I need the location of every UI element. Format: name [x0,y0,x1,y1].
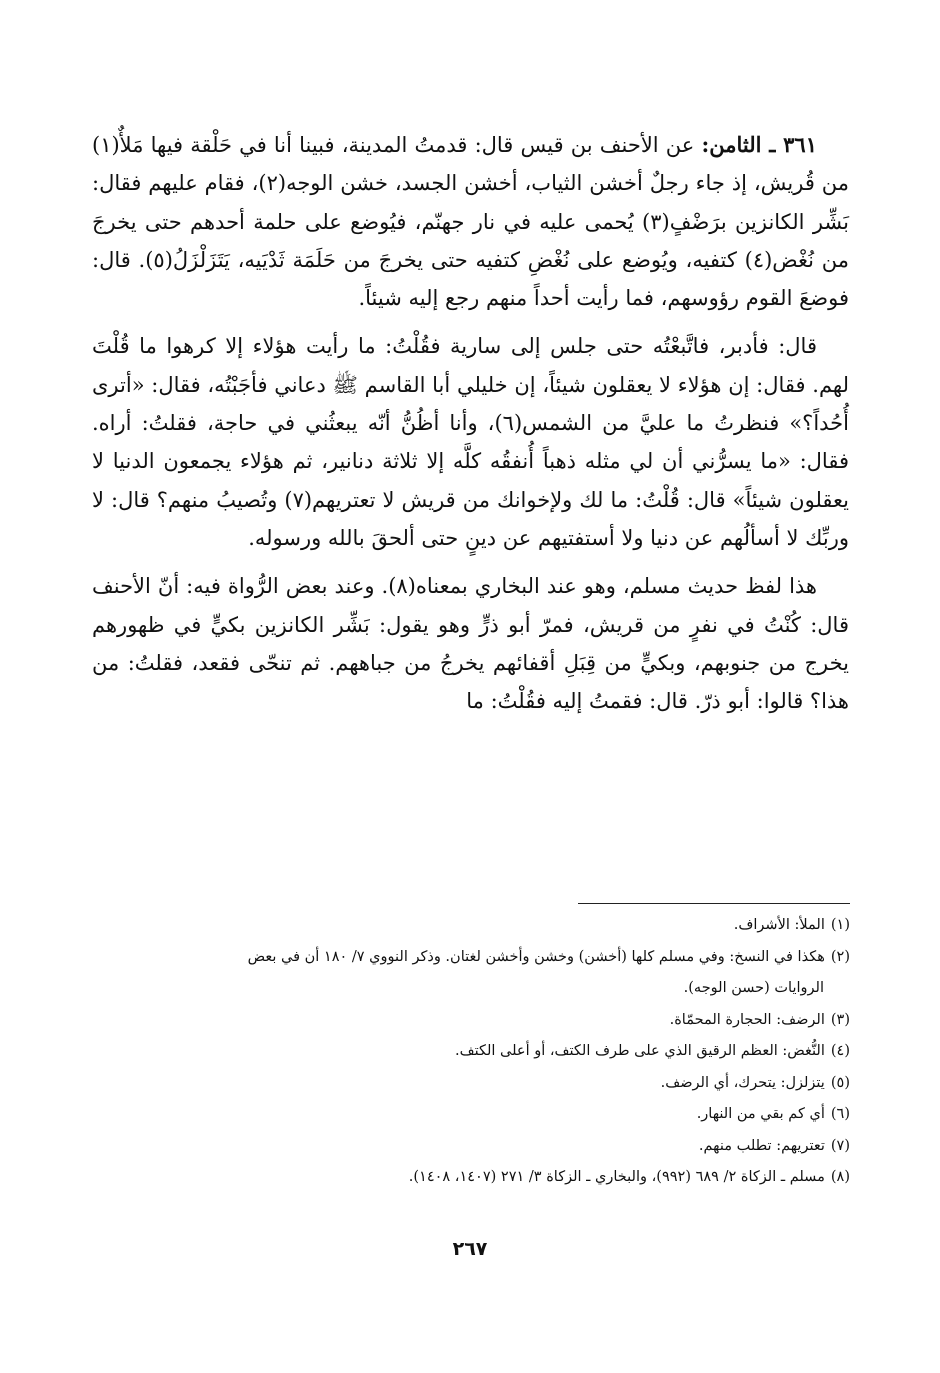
footnote-separator [578,903,850,904]
footnote-number: (٣) [830,1011,850,1028]
footnote-5 [92,1068,850,1100]
footnote-text: أي كم بقي من النهار. [696,1106,825,1122]
footnote-text: الملأ: الأشراف. [733,917,825,933]
footnote-3 [92,1005,850,1037]
main-text [92,126,849,730]
footnote-7 [92,1131,850,1163]
paragraph-text: قال: فأدبر، فاتَّبعْتُه حتى جلس إلى سارية فقُلْتُ: ما رأيت هؤلاء إلا كرهوا ما قُلْتَ لهم. فقال: إن هؤلاء لا يعقلون شيئاً، إن خليلي أبا القاسم ﷺ دعاني فأجَبْتُه، فقال: «أترى أُحُداً؟» فنظرتُ ما عليَّ من الشمس(٦)، وأنا أظُنُّ أنّه يبعثُني في حاجة، فقلتُ: أراه. فقال: «ما يسرُّني أن لي مثله ذهباً أُنفقُه كلَّه إلا ثلاثة دنانير، ثم هؤلاء يجمعون الدنيا لا يعقلون شيئاً» قال: قُلْتُ: ما لك ولإخوانك من قريش لا تعتريهم(٧) وتُصيبُ منهم؟ قال: لا وربِّك لا أسألُهم عن دنيا ولا أستفتيهم عن دينٍ حتى ألحقَ بالله ورسوله. [92,334,849,550]
footnote-text: النُّغض: العظم الرقيق الذي على طرف الكتف، أو أعلى الكتف. [454,1043,825,1059]
paragraph-text: عن الأحنف بن قيس قال: قدمتُ المدينة، فبينا أنا في حَلْقة فيها مَلأٌ(١) من قُريش، إذ جاء رجلٌ أخشن الثياب، أخشن الجسد، خشن الوجه(٢)، فقام عليهم فقال: بَشِّر الكانزين برَضْفٍ(٣) يُحمى عليه في نار جهنّم، فيُوضع على حلمة أحدهم حتى يخرجَ من نُغْض(٤) كتفيه، ويُوضع على نُغْضِ كتفيه حتى يخرجَ من حَلَمَة ثَدْيَيه، يَتَزَلْزَلُ(٥). قال: فوضعَ القوم رؤوسهم، فما رأيت أحداً منهم رجع إليه شيئاً. [92,133,849,311]
footnote-number: (٦) [830,1106,850,1122]
paragraph-text: هذا لفظ حديث مسلم، وهو عند البخاري بمعناه(٨). وعند بعض الرُّواة فيه: أنّ الأحنف قال: كُنْتُ في نفرٍ من قريش، فمرّ أبو ذرٍّ وهو يقول: بَشِّر الكانزين بكيٍّ في ظهورهم يخرج من جنوبهم، وبكيٍّ من قِبَلِ أقفائهم يخرجُ من جباههم. ثم تنحّى فقعد، فقلتُ: من هذا؟ قالوا: أبو ذرّ. قال: فقمتُ إليه فقُلْتُ: ما [92,574,849,714]
paragraph-2 [92,327,849,557]
footnote-1 [92,910,850,942]
footnote-8 [92,1162,850,1194]
footnote-text: الرضف: الحجارة المحمّاة. [669,1011,825,1028]
footnote-text: يتزلزل: يتحرك، أي الرضف. [660,1074,825,1091]
footnote-number: (٢) [830,948,850,965]
footnotes [92,910,850,1194]
footnote-number: (٨) [830,1169,850,1185]
footnote-continuation: الروايات (حسن الوجه). [683,980,824,996]
paragraph-3 [92,567,849,720]
footnote-number: (٧) [830,1137,850,1154]
footnote-2 [92,942,850,1005]
footnote-text: مسلم ـ الزكاة ٢/ ٦٨٩ (٩٩٢)، والبخاري ـ الزكاة ٣/ ٢٧١ (١٤٠٧، ١٤٠٨). [408,1169,825,1185]
page-number: ٢٦٧ [452,1238,488,1260]
footnote-text: هكذا في النسخ: وفي مسلم كلها (أخشن) وخشن وأخشن لغتان. وذكر النووي ٧/ ١٨٠ أن في بعض [247,948,825,965]
footnote-number: (٤) [830,1043,850,1059]
footnote-text: تعتريهم: تطلب منهم. [698,1137,825,1154]
footnote-4 [92,1036,850,1068]
hadith-number: ٣٦١ ـ الثامن: [701,132,817,157]
footnote-number: (١) [830,917,850,933]
paragraph-1 [92,126,849,317]
footnote-number: (٥) [830,1074,850,1091]
footnote-6 [92,1099,850,1131]
